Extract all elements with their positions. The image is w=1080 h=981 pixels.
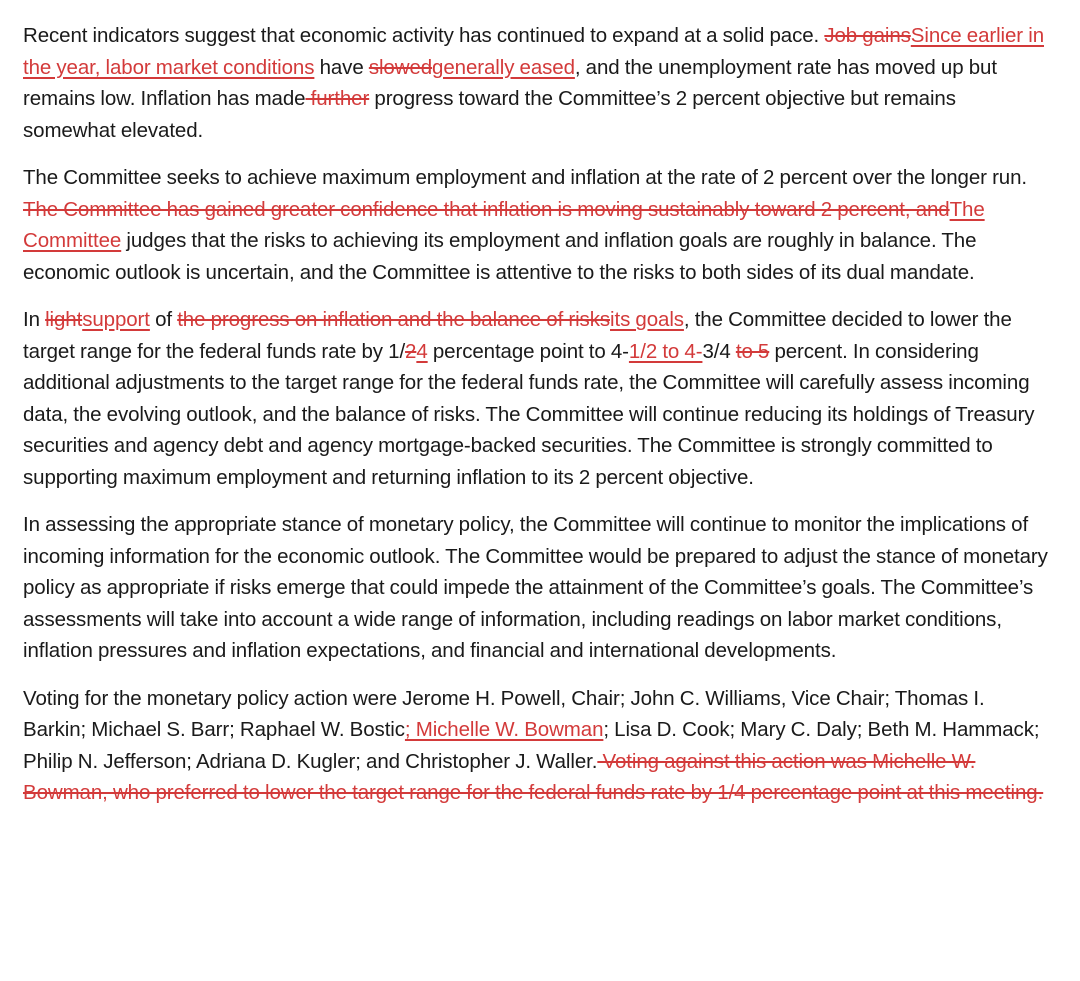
plain-text: have (314, 55, 369, 79)
deleted-text: the progress on inflation and the balance of risks (177, 308, 611, 331)
plain-text: judges that the risks to achieving its employment and inflation goals are roughly in balance. The economic outlook is uncertain, and the Committee is attentive to the risks to both sides of its dual mandate. (23, 229, 977, 284)
plain-text: Recent indicators suggest that economic activity has continued to expand at a solid pace. (23, 24, 825, 47)
inserted-text: The Committee (23, 197, 985, 252)
inserted-text: 4 (416, 339, 428, 363)
deleted-text: further (305, 87, 370, 110)
inserted-text: Since earlier in the year, labor market conditions (23, 24, 1044, 79)
paragraph-2 (23, 162, 1051, 288)
plain-text: progress toward the Committee’s 2 percent objective but remains somewhat elevated. (23, 87, 956, 142)
plain-text: Voting for the monetary policy action were Jerome H. Powell, Chair; John C. Williams, Vice Chair; Thomas I. Barkin; Michael S. Barr; Raphael W. Bostic (23, 686, 985, 741)
inserted-text: 1/2 to 4- (628, 339, 703, 363)
plain-text: percentage point to 4- (427, 339, 629, 363)
plain-text: , the Committee decided to lower the target range for the federal funds rate by 1/ (23, 308, 1012, 363)
paragraph-1 (23, 20, 1051, 146)
paragraph-4 (23, 509, 1051, 667)
deleted-text: Job gains (824, 24, 911, 47)
plain-text: percent. In considering additional adjustments to the target range for the federal funds rate, the Committee will carefully assess incoming data, the evolving outlook, and the balance of risks. The Committee will continue reducing its holdings of Treasury securities and agency debt and agency mortgage-backed securities. The Committee is strongly committed to supporting maximum employment and returning inflation to its 2 percent objective. (23, 339, 1035, 489)
deleted-text: Voting against this action was Michelle W. Bowman, who preferred to lower the target range for the federal funds rate by 1/4 percentage point at this meeting. (23, 749, 1044, 804)
deleted-text: 2 (405, 339, 417, 363)
inserted-text: ; Michelle W. Bowman (404, 718, 604, 741)
plain-text: ; Lisa D. Cook; Mary C. Daly; Beth M. Hammack; Philip N. Jefferson; Adriana D. Kugler; and Christopher J. Waller. (23, 718, 1040, 773)
plain-text: In (23, 308, 46, 331)
plain-text: of (149, 308, 178, 331)
deleted-text: light (45, 308, 83, 331)
deleted-text: to 5 (735, 339, 770, 363)
paragraph-3 (23, 304, 1051, 493)
document-body (23, 20, 1051, 825)
plain-text: , and the unemployment rate has moved up but remains low. Inflation has made (23, 55, 997, 110)
paragraph-5 (23, 683, 1051, 809)
inserted-text: its goals (610, 308, 684, 331)
plain-text: In assessing the appropriate stance of monetary policy, the Committee will continue to monitor the implications of incoming information for the economic outlook. The Committee would be prepared to adjust the stance of monetary policy as appropriate if risks emerge that could impede the attainment of the Committee’s goals. The Committee’s assessments will take into account a wide range of information, including readings on labor market conditions, inflation pressures and inflation expectations, and financial and international developments. (23, 513, 1048, 662)
inserted-text: generally eased (432, 55, 575, 79)
deleted-text: The Committee has gained greater confidence that inflation is moving sustainably toward 2 percent, and (23, 197, 950, 221)
inserted-text: support (82, 308, 150, 331)
deleted-text: slowed (368, 55, 433, 79)
plain-text: The Committee seeks to achieve maximum employment and inflation at the rate of 2 percent over the longer run. (23, 166, 1027, 189)
plain-text: 3/4 (702, 339, 736, 363)
